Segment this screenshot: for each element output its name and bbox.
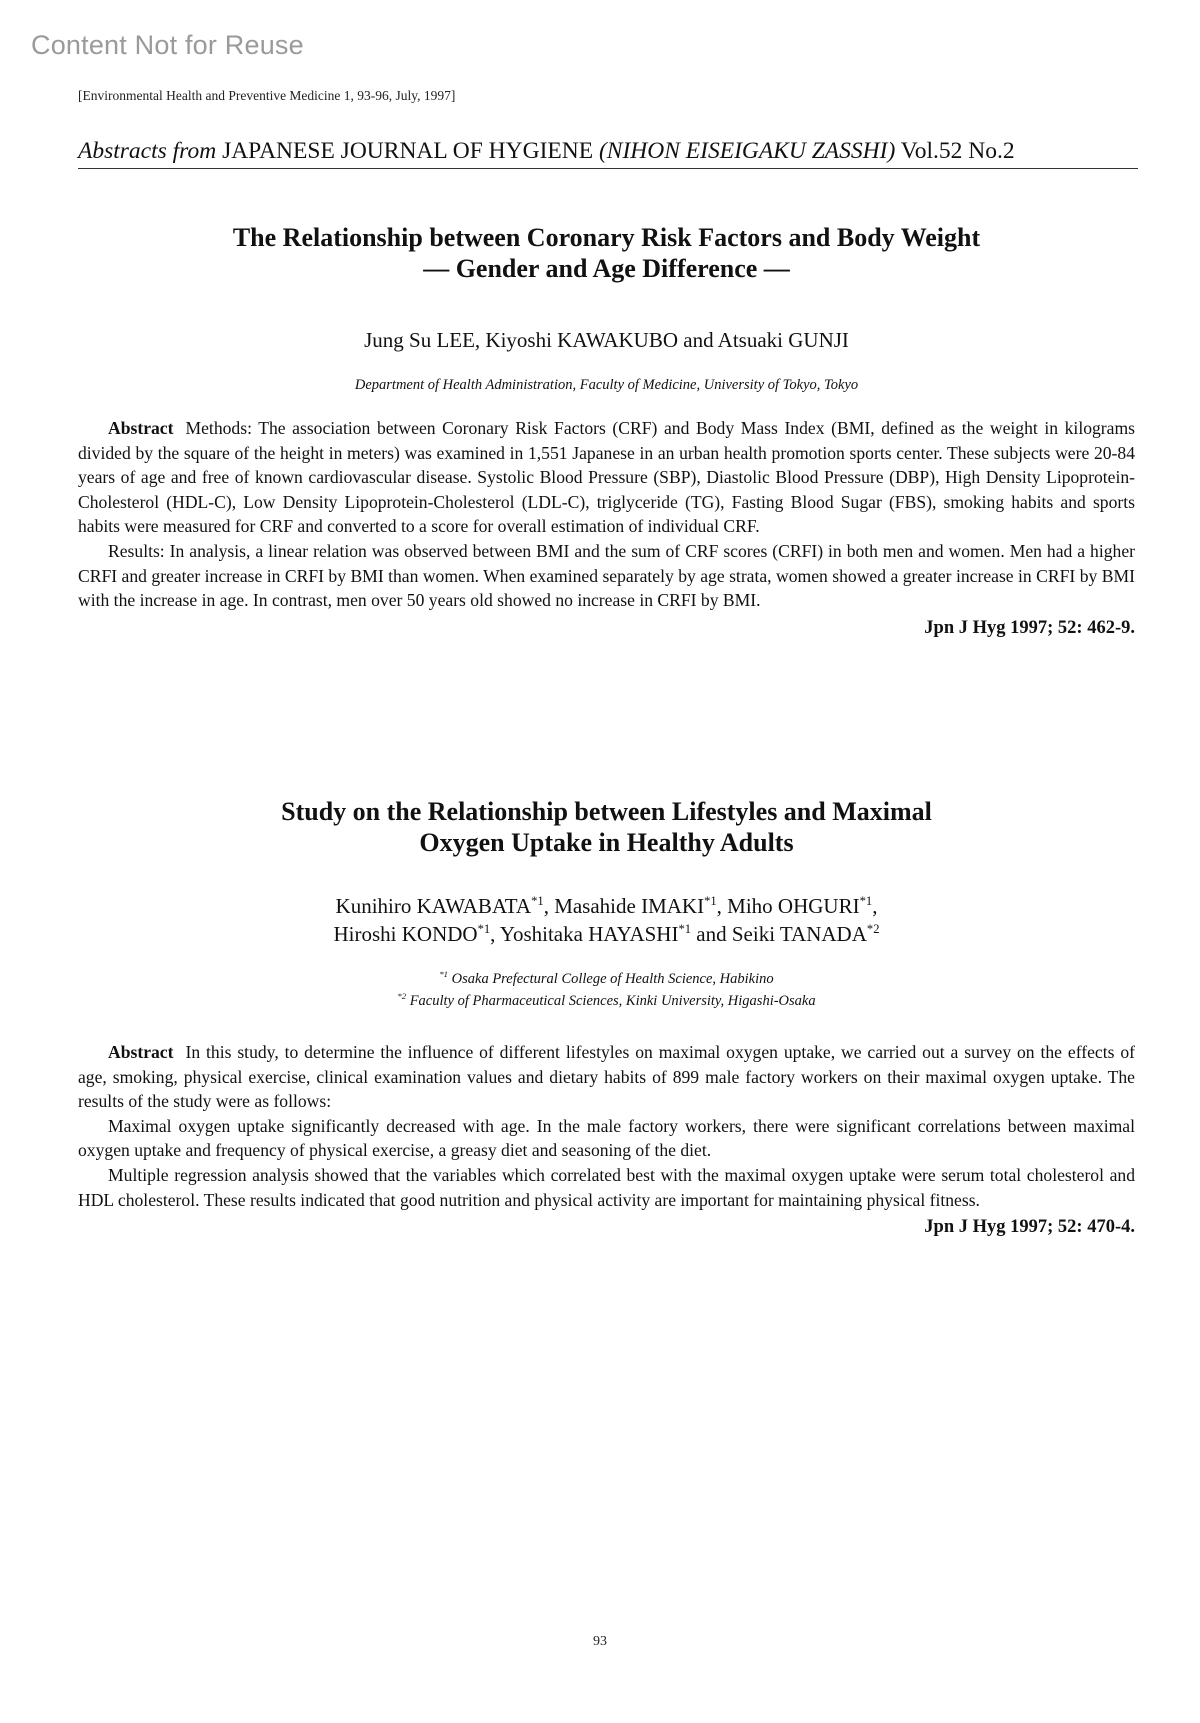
abstract-paragraph: [78, 1040, 1135, 1114]
header-japanese-name: (NIHON EISEIGAKU ZASSHI): [598, 138, 896, 164]
abstract-paragraph-text: Methods: The association between Coronary Risk Factors (CRF) and Body Mass Index (BMI, defined as the weight in kilograms divided by the square of the height in meters) was examined in 1,551 Japanese in an urban health promotion sports center. These subjects were 20-84 years of age and free of known cardiovascular disease. Systolic Blood Pressure (SBP), Diastolic Blood Pressure (DBP), High Density Lipoprotein-Cholesterol (HDL-C), Low Density Lipoprotein-Cholesterol (LDL-C), triglyceride (TG), Fasting Blood Sugar (FBS), smoking habits and sports habits were measured for CRF and converted to a score for overall estimation of individual CRF.: [78, 418, 1135, 537]
header-journal-name: JAPANESE JOURNAL OF HYGIENE: [222, 138, 594, 164]
author: Yoshitaka HAYASHI$^{*1}$ and: [499, 922, 732, 946]
article-2-title-line-2: Oxygen Uptake in Healthy Adults: [419, 828, 794, 857]
article-1-affiliation: Department of Health Administration, Faculty of Medicine, University of Tokyo, Tokyo: [354, 377, 859, 393]
watermark: Content Not for Reuse: [31, 30, 304, 60]
article-2-reference: Jpn J Hyg 1997; 52: 470-4.: [924, 1217, 1135, 1238]
article-1-reference: Jpn J Hyg 1997; 52: 462-9.: [924, 617, 1135, 638]
article-1-title: [78, 222, 1135, 284]
journal-citation: [Environmental Health and Preventive Medicine 1, 93-96, July, 1997]: [78, 88, 456, 103]
abstract-label: Abstract: [108, 1042, 174, 1062]
abstract-paragraph-text: In this study, to determine the influence of different lifestyles on maximal oxygen uptake, we carried out a survey on the effects of age, smoking, physical exercise, clinical examination values and dietary habits of 899 male factory workers on their maximal oxygen uptake. The results of the study were as follows:: [78, 1042, 1135, 1112]
author: Masahide IMAKI$^{*1}$,: [554, 894, 728, 918]
abstract-paragraph: Results: In analysis, a linear relation was observed between BMI and the sum of CRF scores (CRFI) in both men and women. Men had a higher CRFI and greater increase in CRFI by BMI than women. When examined separately by age strata, women showed a greater increase in CRFI by BMI with the increase in age. In contrast, men over 50 years old showed no increase in CRFI by BMI.: [78, 540, 1135, 611]
author: Hiroshi KONDO$^{*1}$,: [333, 922, 500, 946]
article-2-authors: [78, 892, 1135, 948]
article-2: [78, 796, 1135, 1240]
article-1: [78, 222, 1135, 641]
article-2-title: [78, 796, 1135, 858]
article-1-abstract: [78, 416, 1135, 613]
article-1-authors: Jung Su LEE, Kiyoshi KAWAKUBO and Atsuaki GUNJI: [364, 328, 849, 352]
article-1-title-line-1: The Relationship between Coronary Risk Factors and Body Weight: [232, 223, 981, 252]
affiliation: $^{*1}$ Osaka Prefectural College of Health Science, Habikino: [439, 969, 774, 987]
header-volume: Vol.52 No.2: [900, 138, 1015, 164]
journal-header: [78, 136, 1138, 169]
author: Miho OHGURI$^{*1}$,: [727, 894, 878, 918]
abstract-paragraph: Maximal oxygen uptake significantly decreased with age. In the male factory workers, there were significant correlations between maximal oxygen uptake and frequency of physical exercise, a greasy diet and seasoning of the diet.: [78, 1115, 1135, 1161]
abstract-label: Abstract: [108, 418, 174, 438]
article-2-title-line-1: Study on the Relationship between Lifestyles and Maximal: [281, 797, 932, 826]
author: Kunihiro KAWABATA$^{*1}$,: [335, 894, 555, 918]
article-1-title-line-2: — Gender and Age Difference —: [423, 254, 790, 283]
affiliation: $^{*2}$ Faculty of Pharmaceutical Sciences, Kinki University, Higashi-Osaka: [397, 991, 816, 1009]
article-2-affiliations: [78, 968, 1135, 1012]
abstract-paragraph: Multiple regression analysis showed that the variables which correlated best with the maximal oxygen uptake were serum total cholesterol and HDL cholesterol. These results indicated that good nutrition and physical activity are important for maintaining physical fitness.: [78, 1164, 1135, 1210]
abstract-paragraph: [78, 416, 1135, 539]
header-prefix: Abstracts from: [78, 138, 217, 164]
article-2-abstract: [78, 1040, 1135, 1212]
author: Seiki TANADA$^{*2}$: [731, 922, 880, 946]
page-number: 93: [593, 1634, 607, 1649]
